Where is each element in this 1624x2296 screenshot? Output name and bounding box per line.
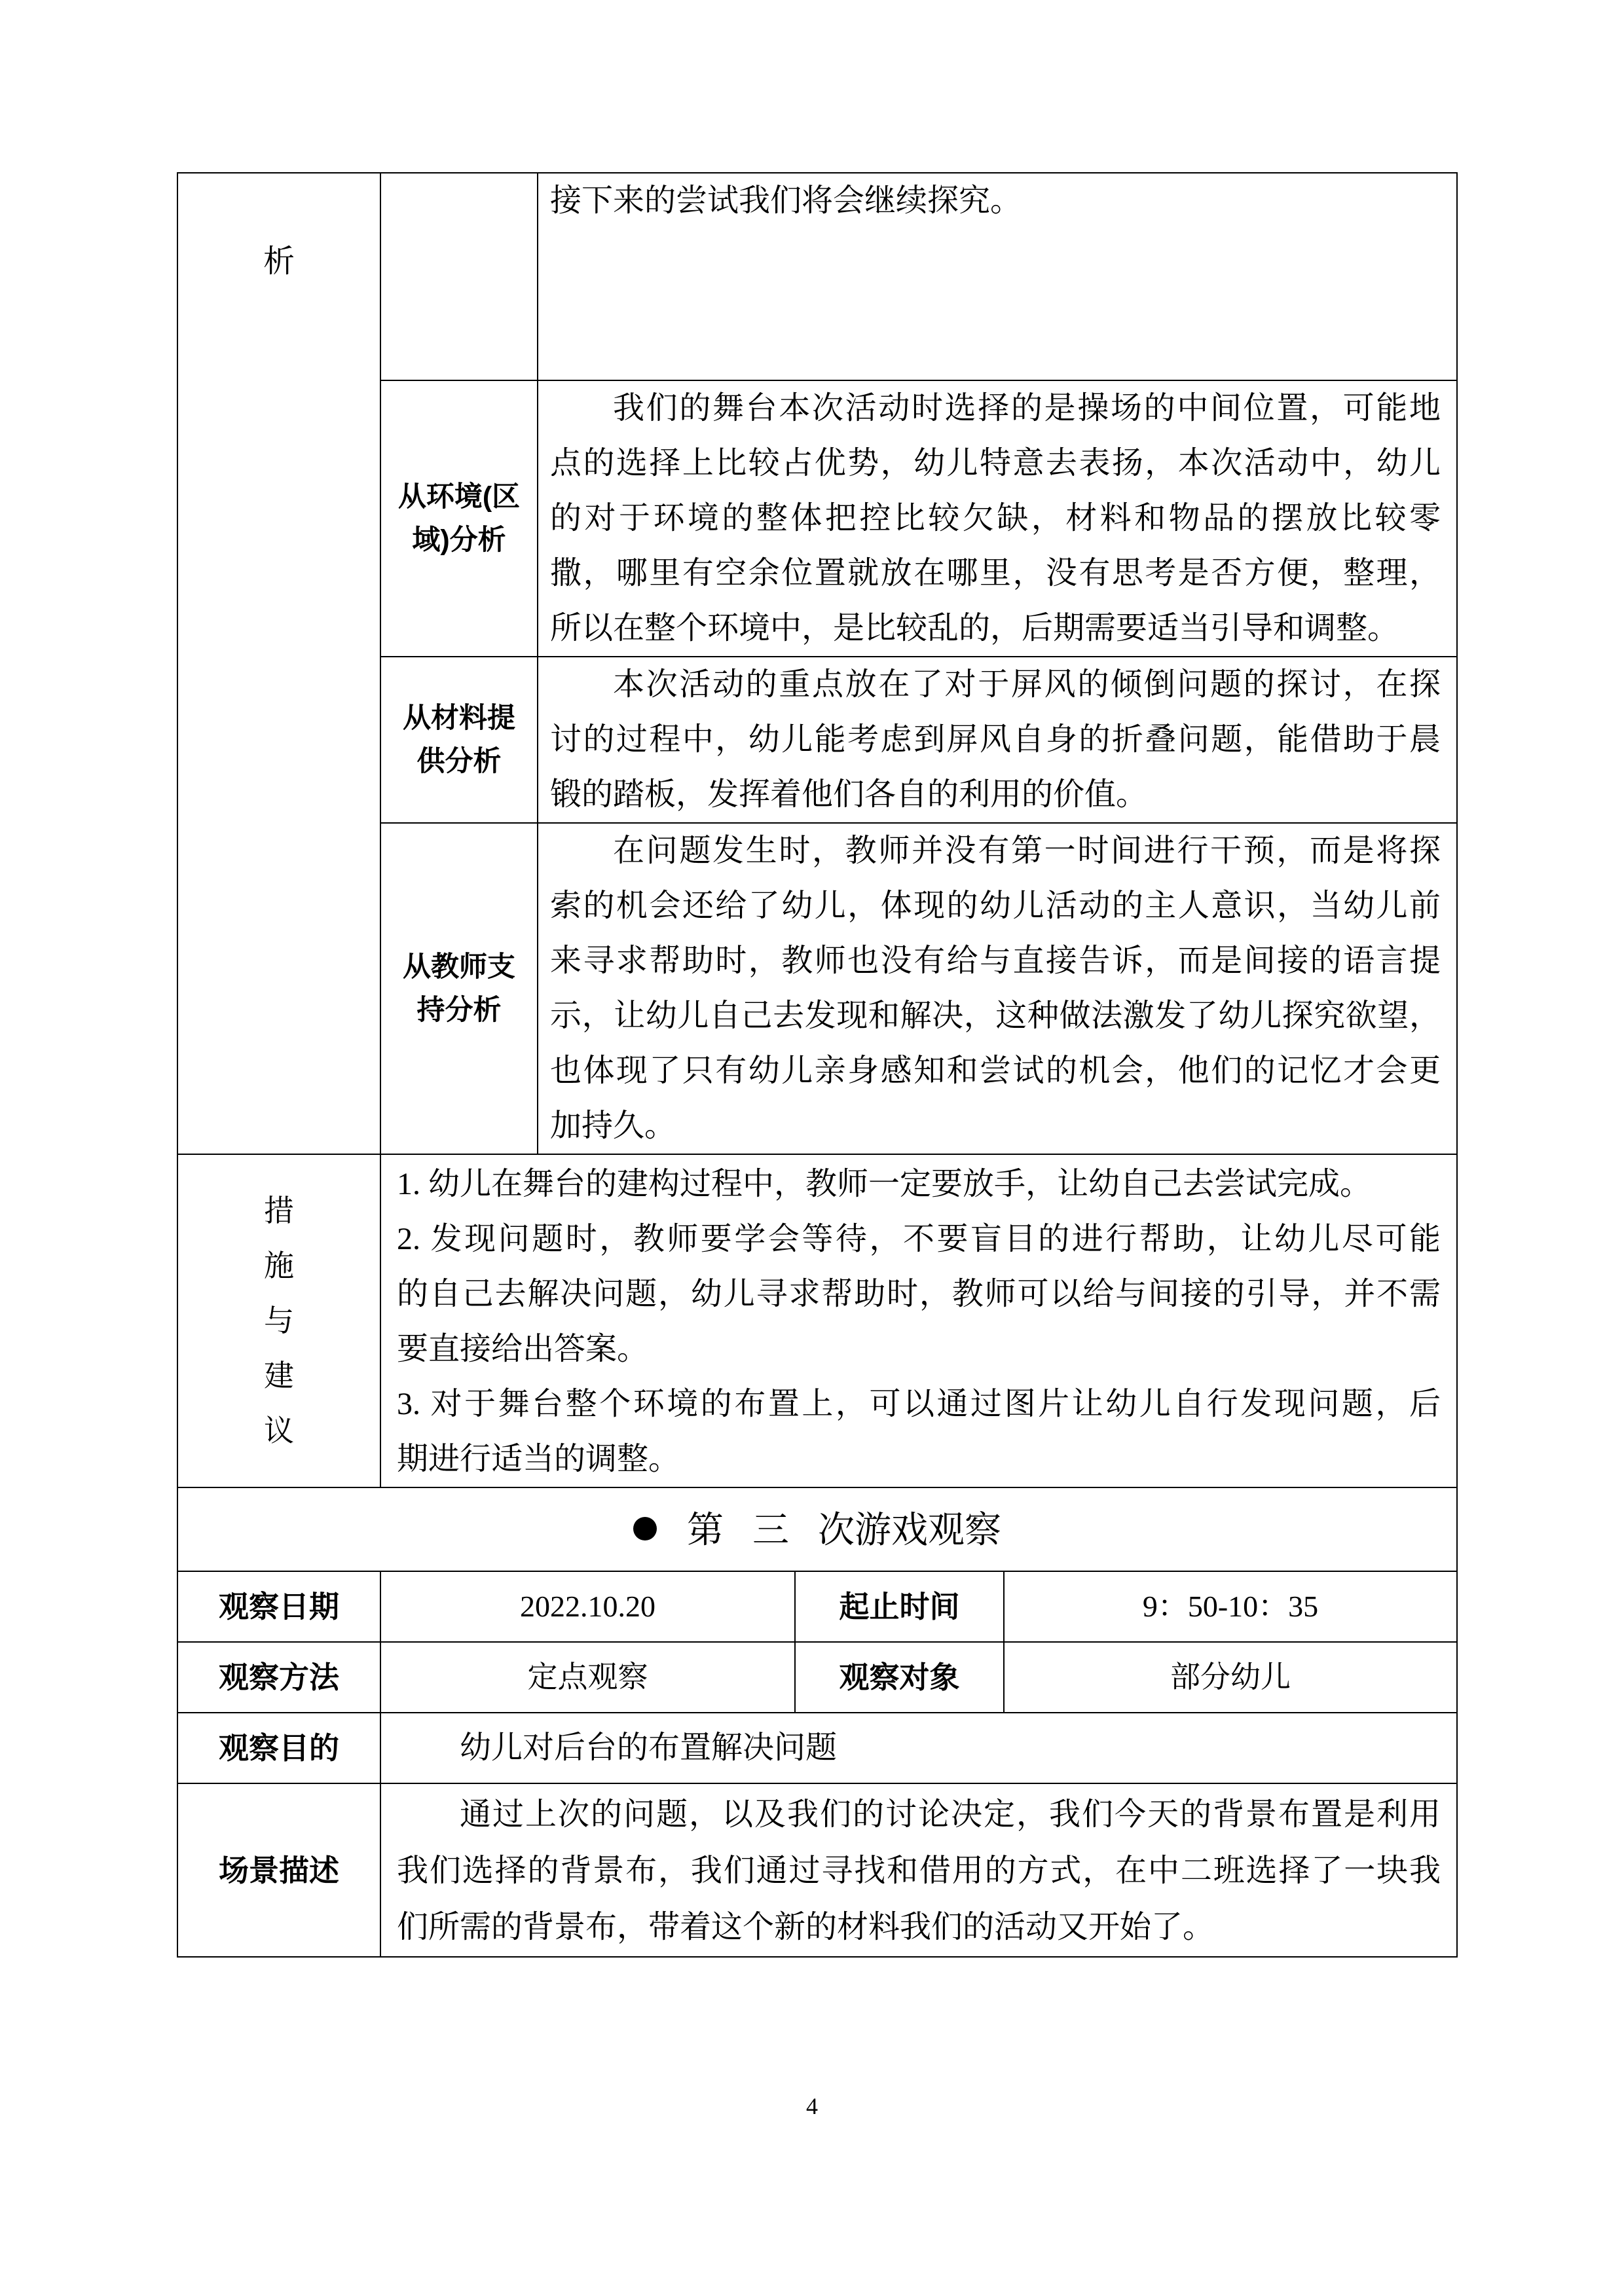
text-line: 在问题发生时，教师并没有第一时间进行干预，而是将探 [613,833,1441,868]
text-line: 所以在整个环境中，是比较乱的，后期需要适当引导和调整。 [550,611,1399,646]
measures-label [177,1154,380,1487]
analysis-sub-label-empty [380,173,538,380]
page-number: 4 [806,2093,818,2119]
label-line: 从教师支 [403,951,515,983]
text-line: 期进行适当的调整。 [397,1442,680,1476]
text-line: 要直接给出答案。 [397,1332,649,1366]
label-line: 从材料提 [403,702,515,734]
scene-label: 场景描述 [177,1783,380,1957]
text-line: 也体现了只有幼儿亲身感知和尝试的机会，他们的记忆才会更 [550,1053,1441,1088]
label-line: 供分析 [416,746,502,777]
text-line: 的对于环境的整体把控比较欠缺，材料和物品的摆放比较零 [550,501,1441,536]
time-label: 起止时间 [795,1571,1004,1642]
scene-description-text [380,1783,1457,1957]
analysis-side-label: 析 [263,244,295,279]
analysis-side-label-cell [177,173,380,1154]
purpose-value: 幼儿对后台的布置解决问题 [380,1713,1457,1783]
target-label: 观察对象 [795,1642,1004,1713]
text-line: 通过上次的问题，以及我们的讨论决定，我们今天的背景布置是利用 [460,1797,1441,1832]
purpose-label: 观察目的 [177,1713,380,1783]
text-line: 点的选择上比较占优势，幼儿特意去表扬，本次活动中，幼儿 [550,446,1441,481]
measures-text [380,1154,1457,1487]
text-line: 本次活动的重点放在了对于屏风的倾倒问题的探讨，在探 [613,667,1441,702]
environment-analysis-label [380,380,538,657]
text-line: 讨的过程中，幼儿能考虑到屏风自身的折叠问题，能借助于晨 [550,722,1441,757]
section-title-cell [177,1487,1457,1571]
target-value: 部分幼儿 [1004,1642,1457,1713]
label-char: 与 [264,1303,294,1338]
teacher-support-analysis-label [380,823,538,1154]
label-char: 施 [264,1248,294,1283]
label-line: 域)分析 [412,524,506,556]
label-char: 建 [264,1358,294,1393]
text-line: 来寻求帮助时，教师也没有给与直接告诉，而是间接的语言提 [550,943,1441,978]
text-line: 撒，哪里有空余位置就放在哪里，没有思考是否方便，整理， [550,556,1441,591]
analysis-continued-text [538,173,1457,380]
text-line: 接下来的尝试我们将会继续探究。 [550,183,1022,218]
method-value: 定点观察 [380,1642,795,1713]
teacher-support-analysis-text [538,823,1457,1154]
time-value: 9：50-10：35 [1004,1571,1457,1642]
label-line: 从环境(区 [397,481,521,513]
text-line: 我们的舞台本次活动时选择的是操场的中间位置，可能地 [613,391,1441,426]
text-line: 加持久。 [550,1108,676,1143]
label-char: 措 [264,1194,294,1228]
environment-analysis-text [538,380,1457,657]
text-line: 2. 发现问题时，教师要学会等待，不要盲目的进行帮助，让幼儿尽可能 [397,1222,1441,1256]
text-line: 我们选择的背景布，我们通过寻找和借用的方式，在中二班选择了一块我 [397,1853,1441,1888]
bullet-icon [633,1517,657,1540]
material-analysis-text [538,657,1457,823]
label-char: 议 [264,1413,294,1448]
text-line: 示，让幼儿自己去发现和解决，这种做法激发了幼儿探究欲望， [550,998,1441,1033]
text-line: 们所需的背景布，带着这个新的材料我们的活动又开始了。 [397,1910,1215,1944]
label-line: 持分析 [416,994,502,1026]
text-line: 3. 对于舞台整个环境的布置上，可以通过图片让幼儿自行发现问题，后 [397,1387,1441,1421]
method-label: 观察方法 [177,1642,380,1713]
date-value: 2022.10.20 [380,1571,795,1642]
text-line: 索的机会还给了幼儿，体现的幼儿活动的主人意识，当幼儿前 [550,888,1441,923]
text-line: 的自己去解决问题，幼儿寻求帮助时，教师可以给与间接的引导，并不需 [397,1277,1441,1311]
observation-record-table [177,172,1458,1958]
section-title: 第 三 次游戏观察 [687,1510,1001,1552]
text-line: 1. 幼儿在舞台的建构过程中，教师一定要放手，让幼自己去尝试完成。 [397,1167,1372,1201]
text-line: 锻的踏板，发挥着他们各自的利用的价值。 [550,777,1148,812]
material-analysis-label [380,657,538,823]
date-label: 观察日期 [177,1571,380,1642]
